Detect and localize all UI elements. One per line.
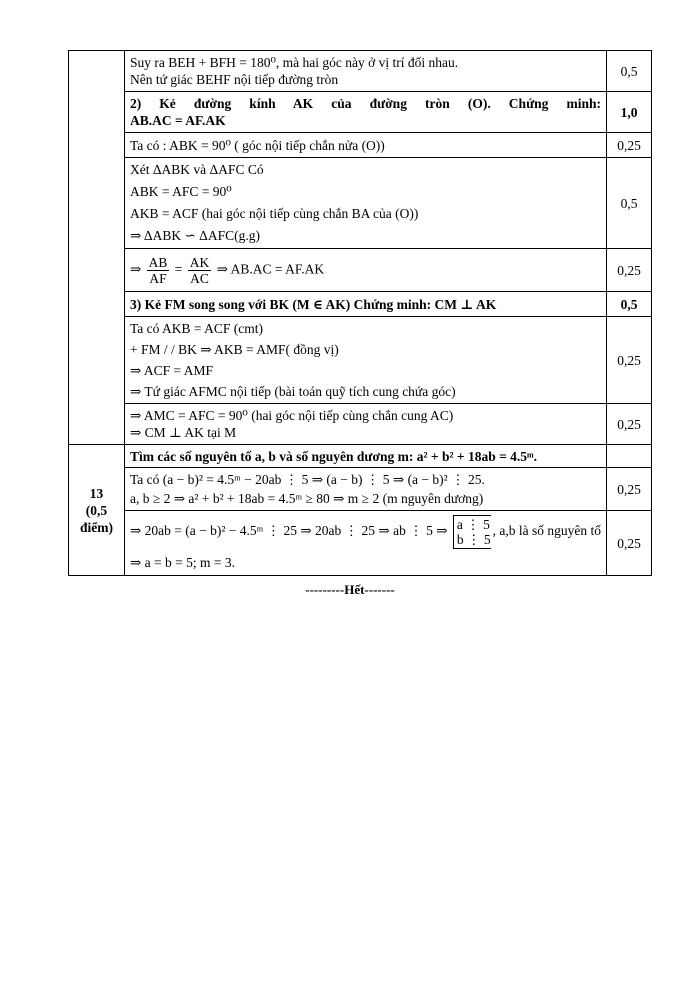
content-cell <box>124 404 606 445</box>
derivation-text: , a,b là số nguyên tố <box>492 523 602 539</box>
score-cell: 0,25 <box>607 249 652 292</box>
text-line: ABK = AFC = 90⁰ <box>129 184 232 199</box>
score-cell: 0,25 <box>607 511 652 576</box>
text-line: 2) Kẻ đường kính AK của đường tròn (O). Chứng minh: <box>129 96 602 111</box>
text-line: Tìm các số nguyên tố a, b và số nguyên dương m: a² + b² + 18ab = 4.5ᵐ. <box>129 448 538 464</box>
score-cell: 0,25 <box>607 317 652 404</box>
text-line: Suy ra BEH + BFH = 180⁰, mà hai góc này ở vị trí đối nhau. <box>129 55 459 70</box>
text-line: Nên tứ giác BEHF nội tiếp đường tròn <box>129 72 339 87</box>
content-cell <box>124 468 606 511</box>
table-row <box>69 445 652 468</box>
text-line: ⇒ ΔABK ∽ ΔAFC(g.g) <box>129 228 260 243</box>
end-text: ---------Hết------- <box>305 582 395 597</box>
derivation-text: ⇒ 20ab = (a − b)² − 4.5ᵐ ⋮ 25 ⇒ 20ab ⋮ 25 ⇒ ab ⋮ 5 ⇒ <box>129 523 448 539</box>
content-cell <box>124 92 606 133</box>
text-line: ⇒ ACF = AMF <box>129 363 214 378</box>
table-row <box>69 158 652 249</box>
table-row <box>69 51 652 92</box>
table-row <box>69 317 652 404</box>
content-cell <box>124 133 606 158</box>
text-line: Xét ΔABK và ΔAFC Có <box>129 162 264 177</box>
question-number: 13 <box>89 485 104 501</box>
text-line: Ta có : ABK = 90⁰ ( góc nội tiếp chắn nửa (O)) <box>129 137 385 153</box>
text-line: AB.AC = AF.AK <box>129 113 226 128</box>
table-row <box>69 468 652 511</box>
question-cell-empty <box>69 51 125 445</box>
score-cell: 0,5 <box>607 158 652 249</box>
score-cell: 1,0 <box>607 92 652 133</box>
case-bracket <box>453 515 491 549</box>
table-row <box>69 511 652 576</box>
text-line: ⇒ CM ⊥ AK tại M <box>129 425 237 440</box>
fraction-denominator: AC <box>190 270 209 286</box>
case-line: b ⋮ 5 <box>456 532 491 547</box>
table-row <box>69 133 652 158</box>
text-line <box>130 515 601 549</box>
content-cell <box>124 158 606 249</box>
content-cell <box>124 292 606 317</box>
text-line: 3) Kẻ FM song song với BK (M ∈ AK) Chứng minh: CM ⊥ AK <box>129 296 497 312</box>
fraction-ak-ac <box>188 255 212 286</box>
case-line: a ⋮ 5 <box>456 517 490 532</box>
table-row <box>69 292 652 317</box>
end-marker <box>0 582 700 598</box>
score-cell <box>607 445 652 468</box>
text-line: ⇒ a = b = 5; m = 3. <box>129 555 235 570</box>
score-cell: 0,25 <box>607 133 652 158</box>
content-cell <box>124 511 606 576</box>
fraction-ab-af <box>147 255 170 286</box>
fraction-numerator: AB <box>148 254 168 270</box>
question-number-cell <box>69 445 125 576</box>
score-cell: 0,25 <box>607 468 652 511</box>
equals-symbol: = <box>174 261 183 277</box>
table-row <box>69 249 652 292</box>
content-cell <box>124 445 606 468</box>
implies-symbol: ⇒ <box>129 261 142 277</box>
text-line: + FM / / BK ⇒ AKB = AMF( đồng vị) <box>129 342 339 357</box>
fraction-numerator: AK <box>189 254 210 270</box>
text-line: a, b ≥ 2 ⇒ a² + b² + 18ab = 4.5ᵐ ≥ 80 ⇒ m ≥ 2 (m nguyên dương) <box>129 491 484 506</box>
text-line: AKB = ACF (hai góc nội tiếp cùng chắn BA của (O)) <box>129 206 419 221</box>
score-cell: 0,5 <box>607 292 652 317</box>
text-line: Ta có AKB = ACF (cmt) <box>129 321 264 336</box>
text-line: ⇒ Tứ giác AFMC nội tiếp (bài toán quỹ tích cung chứa góc) <box>129 384 456 399</box>
score-cell: 0,25 <box>607 404 652 445</box>
solution-table <box>68 50 652 576</box>
content-cell <box>124 249 606 292</box>
score-cell: 0,5 <box>607 51 652 92</box>
text-line: Ta có (a − b)² = 4.5ᵐ − 20ab ⋮ 5 ⇒ (a − b) ⋮ 5 ⇒ (a − b)² ⋮ 25. <box>129 472 485 487</box>
text-line: ⇒ AMC = AFC = 90⁰ (hai góc nội tiếp cùng chắn cung AC) <box>129 408 454 423</box>
fraction-denominator: AF <box>149 270 167 286</box>
content-cell <box>124 51 606 92</box>
table-row <box>69 92 652 133</box>
question-points-unit: điểm) <box>79 519 113 535</box>
question-points: (0,5 <box>85 502 108 518</box>
conclusion-text: ⇒ AB.AC = AF.AK <box>216 261 325 277</box>
table-row <box>69 404 652 445</box>
content-cell <box>124 317 606 404</box>
